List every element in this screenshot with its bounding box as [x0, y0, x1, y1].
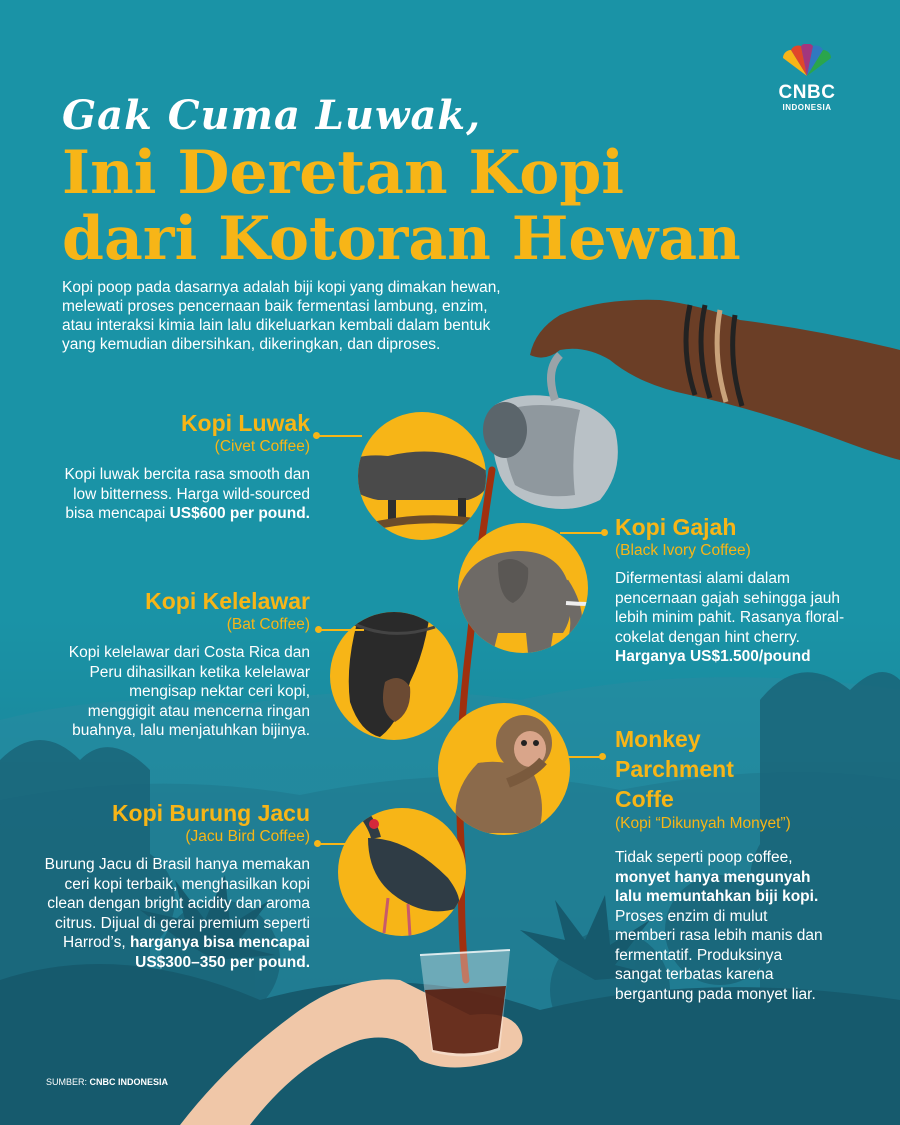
kelelawar-connector — [319, 629, 364, 631]
jacu-bird-icon — [338, 808, 466, 936]
item-luwak — [60, 410, 310, 524]
monkey-highlight: monyet hanya mengunyah lalu memuntahkan biji kopi. — [615, 868, 819, 905]
monkey-title-line-2: Parchment — [615, 756, 734, 782]
gajah-price: Harganya US$1.500/pound — [615, 648, 811, 665]
jacu-title: Kopi Burung Jacu — [111, 800, 310, 826]
luwak-text: Kopi luwak bercita rasa smooth dan low bitterness. Harga wild-sourced bisa mencapai — [64, 466, 310, 522]
monkey-dot — [599, 753, 606, 760]
luwak-connector — [317, 435, 362, 437]
kelelawar-description: Kopi kelelawar dari Costa Rica dan Peru dihasilkan ketika kelelawar mengisap nektar ceri kopi, menggigit atau mencerna ringan buahnya, lalu menjatuhkan bijinya. — [68, 644, 310, 739]
coffee-glass — [420, 950, 510, 1057]
jacu-description — [30, 855, 310, 972]
jacu-subtitle: (Jacu Bird Coffee) — [185, 828, 310, 845]
item-kelelawar — [60, 588, 310, 741]
peacock-icon — [777, 44, 837, 78]
gajah-dot — [601, 529, 608, 536]
elephant-circle — [458, 523, 588, 653]
luwak-price: US$600 per pound. — [169, 505, 310, 522]
monkey-title-line-1: Monkey — [615, 726, 701, 752]
gajah-text: Difermentasi alami dalam pencernaan gajah sehingga jauh lebih minim pahit. Rasanya floral-cokelat dengan hint cherry. — [615, 570, 845, 646]
bat-icon — [330, 612, 458, 740]
jacu-connector — [318, 843, 358, 845]
logo-wordmark: CNBC — [778, 82, 836, 103]
jacu-text: Burung Jacu di Brasil hanya memakan ceri kopi terbaik, menghasilkan kopi clean dengan bright acidity dan aroma citrus. Dijual di gerai premium seperti Harrod’s, — [44, 856, 310, 951]
monkey-connector — [560, 756, 602, 758]
monkey-icon — [438, 703, 570, 835]
item-monkey — [615, 724, 845, 1004]
luwak-description — [60, 465, 310, 524]
monkey-text-b: Proses enzim di mulut memberi rasa lebih manis dan fermentatif. Produksinya sangat terbatas karena bergantung pada monyet liar. — [615, 907, 823, 1003]
jacu-circle — [338, 808, 466, 936]
monkey-description — [615, 848, 830, 1004]
monkey-circle — [438, 703, 570, 835]
source-credit — [46, 1077, 168, 1087]
item-jacu — [30, 800, 310, 972]
kelelawar-title: Kopi Kelelawar — [145, 588, 310, 614]
source-value: CNBC INDONESIA — [89, 1077, 169, 1087]
luwak-title: Kopi Luwak — [180, 410, 310, 436]
item-gajah — [615, 514, 847, 667]
title-line-1: Ini Deretan Kopi — [62, 138, 625, 208]
logo-region: INDONESIA — [782, 103, 832, 112]
jacu-price: harganya bisa mencapai US$300–350 per pound. — [129, 934, 310, 971]
source-label: SUMBER: — [46, 1077, 88, 1087]
gajah-connector — [560, 532, 604, 534]
gajah-description — [615, 569, 847, 667]
gajah-title: Kopi Gajah — [615, 514, 737, 540]
page-title — [62, 140, 822, 272]
bat-circle — [330, 612, 458, 740]
title-script: Gak Cuma Luwak, — [62, 92, 482, 139]
monkey-text-a: Tidak seperti poop coffee, — [615, 849, 793, 866]
jacu-dot — [314, 840, 321, 847]
milk-jug — [483, 355, 618, 509]
luwak-subtitle: (Civet Coffee) — [214, 438, 310, 455]
gajah-subtitle: (Black Ivory Coffee) — [615, 542, 751, 559]
elephant-icon — [458, 523, 588, 653]
monkey-title — [615, 724, 845, 814]
intro-paragraph: Kopi poop pada dasarnya adalah biji kopi yang dimakan hewan, melewati proses pencernaan baik fermentasi lambung, enzim, atau interaksi kimia lain lalu dikeluarkan kembali dalam bentuk yang kemudian dibersihkan, dikeringkan, dan diproses. — [62, 279, 501, 353]
kelelawar-subtitle: (Bat Coffee) — [226, 616, 310, 633]
civet-icon — [358, 412, 446, 540]
monkey-title-line-3: Coffe — [615, 786, 674, 812]
monkey-subtitle: (Kopi “Dikunyah Monyet”) — [615, 815, 791, 832]
cnbc-logo — [772, 44, 842, 112]
luwak-dot — [313, 432, 320, 439]
civet-circle — [358, 412, 486, 540]
kelelawar-dot — [315, 626, 322, 633]
title-line-2: dari Kotoran Hewan — [62, 204, 741, 274]
